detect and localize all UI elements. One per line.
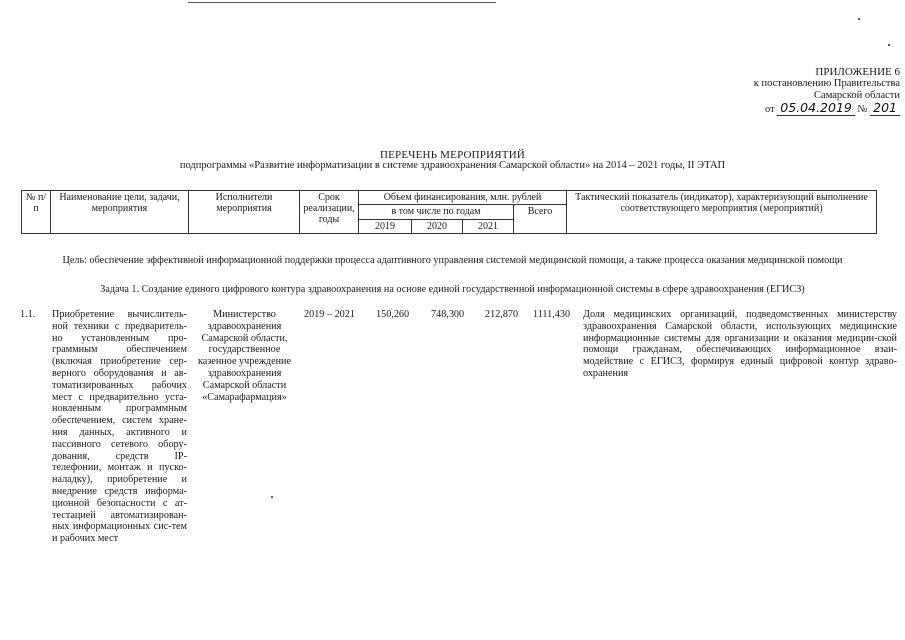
funding-2020: 748,300 <box>431 309 465 320</box>
appendix-line: к постановлению Правительства <box>753 78 900 89</box>
scan-speck <box>271 496 273 498</box>
date-prefix: от <box>764 104 775 115</box>
handwritten-number: 201 <box>870 100 900 116</box>
col-name: Наименование цели, задачи, мероприятия <box>51 191 189 234</box>
funding-2021: 212,870 <box>485 309 519 320</box>
appendix-line: Самарской области <box>814 90 900 101</box>
col-year-2019: 2019 <box>359 220 412 234</box>
task-heading: Задача 1. Создание единого цифрового контура здравоохранения на основе единой государственной информационной системы в сфере здравоохранения (ЕГИСЗ) <box>100 284 805 295</box>
col-by-years: в том числе по годам <box>359 205 514 220</box>
col-period: Срок реализации, годы <box>300 191 359 234</box>
scan-speck <box>858 18 860 20</box>
measure-period: 2019 – 2021 <box>304 309 355 320</box>
appendix-block <box>600 66 900 116</box>
col-funding: Объем финансирования, млн. рублей <box>359 191 567 205</box>
appendix-date-line <box>600 102 900 116</box>
scan-top-rule <box>188 2 496 3</box>
col-executors: Исполнители мероприятия <box>189 191 300 234</box>
col-num: № п/п <box>22 191 51 234</box>
appendix-title: ПРИЛОЖЕНИЕ 6 <box>815 66 900 78</box>
measure-executors: Министерство здравоохранения Самарской области, государственное казенное учреждение здравоохранения Самарской области «Самарафармация» <box>197 309 292 403</box>
measure-name: Приобретение вычислитель-ной техники с предваритель-но установленным про-граммным обеспечением (включая приобретение сер-верного оборудования и ав-томатизированных рабочих мест с предварительно уста-новленным программным обеспечением, систем хране-ния данных, активного и пассивного сетевого обору-дования, средств IP-телефонии, монтаж и пуско-наладку), приобретение и внедрение средств информа-ционной безопасности с ат-тестацией автоматизирован-ных информационных сис-тем и рабочих мест <box>52 309 187 545</box>
goal-statement: Цель: обеспечение эффективной информационной поддержки процесса адаптивного управления системой медицинской помощи, а также процесса оказания медицинской помощи <box>62 255 843 266</box>
col-indicator: Тактический показатель (индикатор), характеризующий выполнение соответствующего мероприятия (мероприятий) <box>567 191 877 234</box>
number-prefix: № <box>857 104 868 115</box>
document-subtitle: подпрограммы «Развитие информатизации в системе здравоохранения Самарской области» на 2014 – 2021 годы, II ЭТАП <box>179 160 726 171</box>
col-year-2020: 2020 <box>412 220 463 234</box>
row-number: 1.1. <box>20 309 36 320</box>
document-title: ПЕРЕЧЕНЬ МЕРОПРИЯТИЙ <box>379 149 526 161</box>
measures-table-header <box>21 190 877 234</box>
col-total: Всего <box>514 205 567 234</box>
measure-indicator: Доля медицинских организаций, подведомственных министерству здравоохранения Самарской области, использующих медицинские информационные системы для организации и оказания медицин-ской помощи гражданам, обеспечивающих информационное взаи-модействие с ЕГИСЗ, формируя единый цифровой контур здраво-охранения <box>583 309 897 379</box>
funding-2019: 150,260 <box>376 309 410 320</box>
handwritten-date: 05.04.2019 <box>777 100 855 116</box>
scan-speck <box>888 44 890 46</box>
funding-total: 1111,430 <box>533 309 571 320</box>
col-year-2021: 2021 <box>463 220 514 234</box>
